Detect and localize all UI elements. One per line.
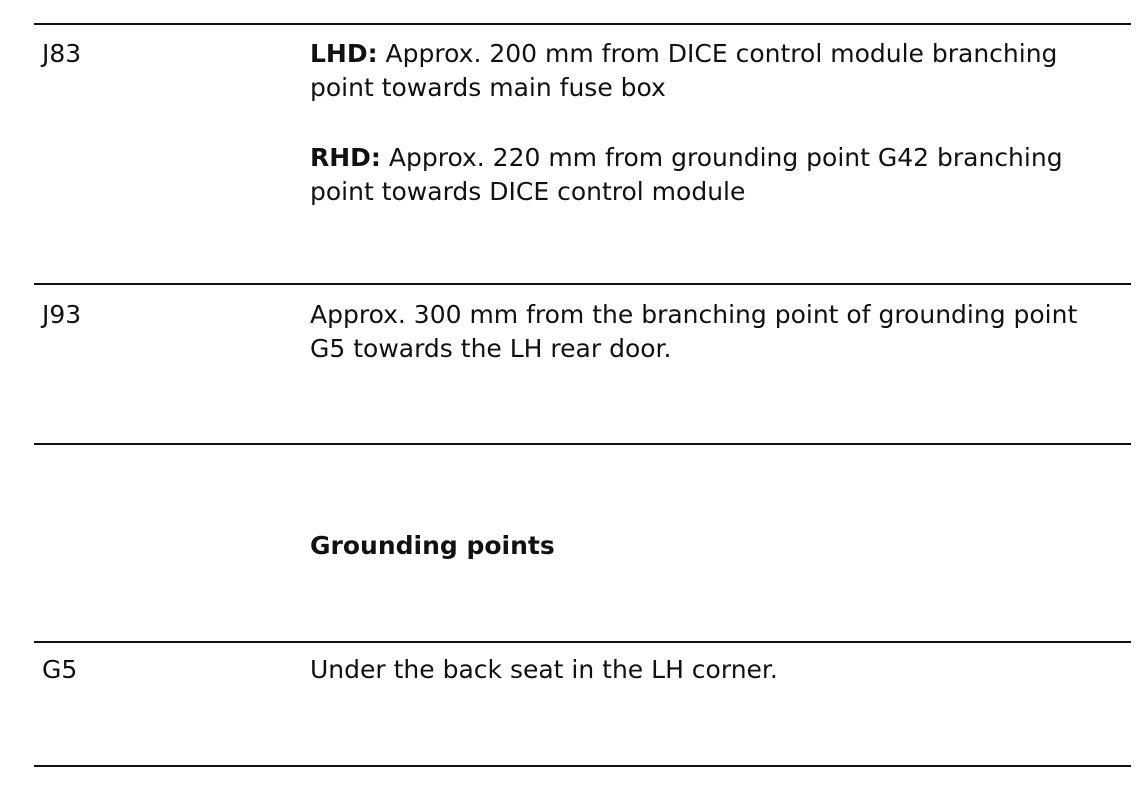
table-rule [34, 443, 1131, 445]
row-code: G5 [42, 655, 78, 684]
rhd-text: Approx. 220 mm from grounding point G42 branching point towards DICE control module [310, 143, 1063, 206]
table-rule [34, 641, 1131, 643]
table-rule [34, 23, 1131, 25]
lhd-label: LHD: [310, 39, 378, 68]
row-code: J93 [42, 300, 82, 329]
row-description: Approx. 300 mm from the branching point of grounding point G5 towards the LH rear door. [310, 300, 1078, 363]
row-code: J83 [42, 39, 82, 68]
row-description: Under the back seat in the LH corner. [310, 655, 778, 684]
lhd-description [310, 37, 1110, 105]
section-heading: Grounding points [310, 531, 555, 560]
rhd-label: RHD: [310, 143, 381, 172]
table-rule [34, 765, 1131, 767]
rhd-description [310, 141, 1110, 209]
row-description [310, 37, 1110, 209]
table-rule [34, 283, 1131, 285]
lhd-text: Approx. 200 mm from DICE control module branching point towards main fuse box [310, 39, 1058, 102]
